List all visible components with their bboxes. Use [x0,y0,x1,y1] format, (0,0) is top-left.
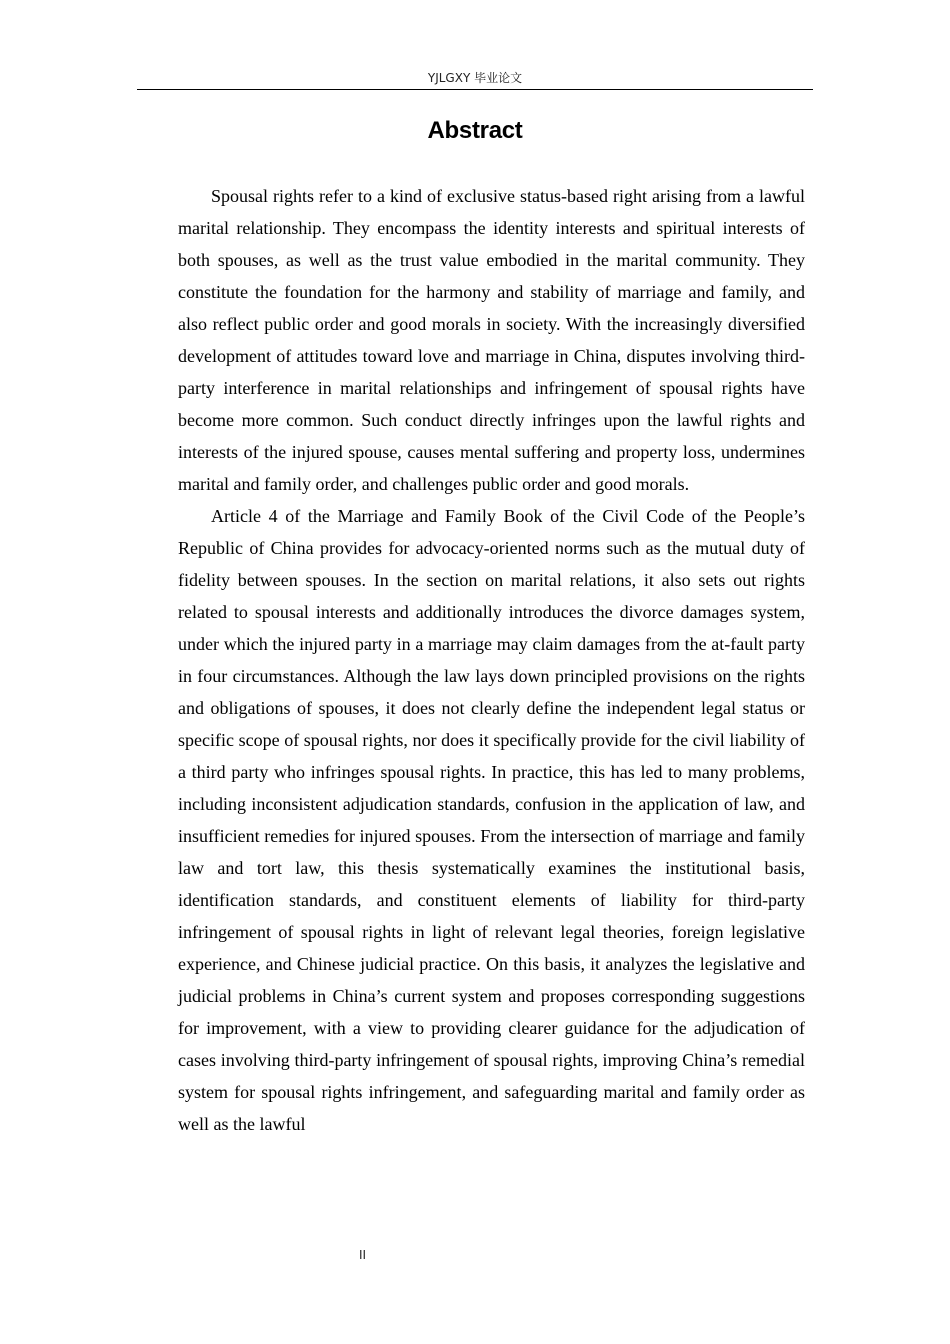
abstract-body [178,180,805,1140]
abstract-paragraph-2: Article 4 of the Marriage and Family Book of the Civil Code of the People’s Republic of China provides for advocacy-oriented norms such as the mutual duty of fidelity between spouses. In the section on marital relations, it also sets out rights related to spousal interests and additionally introduces the divorce damages system, under which the injured party in a marriage may claim damages from the at-fault party in four circumstances. Although the law lays down principled provisions on the rights and obligations of spouses, it does not clearly define the independent legal status or specific scope of spousal rights, nor does it specifically provide for the civil liability of a third party who infringes spousal rights. In practice, this has led to many problems, including inconsistent adjudication standards, confusion in the application of law, and insufficient remedies for injured spouses. From the intersection of marriage and family law and tort law, this thesis systematically examines the institutional basis, identification standards, and constituent elements of liability for third-party infringement of spousal rights in light of relevant legal theories, foreign legislative experience, and Chinese judicial practice. On this basis, it analyzes the legislative and judicial problems in China’s current system and proposes corresponding suggestions for improvement, with a view to providing clearer guidance for the adjudication of cases involving third-party infringement of spousal rights, improving China’s remedial system for spousal rights infringement, and safeguarding marital and family order as well as the lawful [178,506,805,1134]
page-number: II [359,1248,367,1262]
header-divider [137,89,813,90]
running-header: YJLGXY 毕业论文 [427,71,523,85]
abstract-paragraph-1: Spousal rights refer to a kind of exclusive status-based right arising from a lawful marital relationship. They encompass the identity interests and spiritual interests of both spouses, as well as the trust value embodied in the marital community. They constitute the foundation for the harmony and stability of marriage and family, and also reflect public order and good morals in society. With the increasingly diversified development of attitudes toward love and marriage in China, disputes involving third-party interference in marital relationships and infringement of spousal rights have become more common. Such conduct directly infringes upon the lawful rights and interests of the injured spouse, causes mental suffering and property loss, undermines marital and family order, and challenges public order and good morals. [178,186,805,494]
page-title: Abstract [427,117,523,144]
